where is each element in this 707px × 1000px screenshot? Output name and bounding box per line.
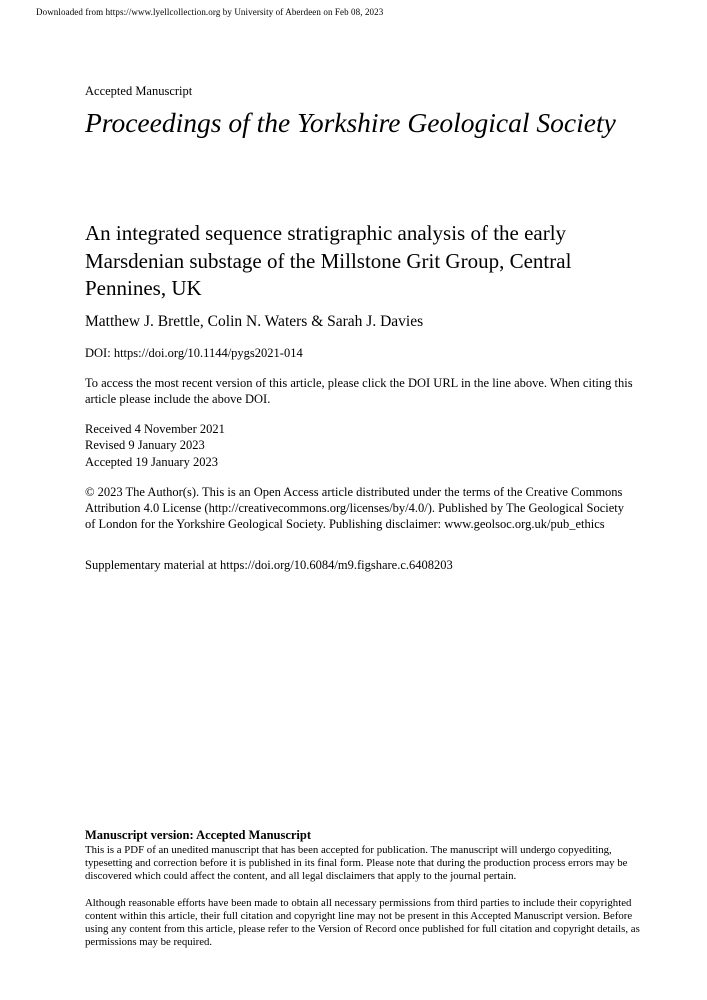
doi-line[interactable]: DOI: https://doi.org/10.1144/pygs2021-014 bbox=[85, 346, 303, 360]
journal-title: Proceedings of the Yorkshire Geological Society bbox=[85, 107, 616, 138]
license-statement: © 2023 The Author(s). This is an Open Access article distributed under the terms of the Creative Commons Attribution 4.0 License (http://creativecommons.org/licenses/by/4.0/). Published by The Geological Society of London for the Yorkshire Geological Society. Publishing disclaimer: www.geolsoc.org.uk/pub_ethics bbox=[85, 485, 625, 531]
history-accepted: Accepted 19 January 2023 bbox=[85, 454, 218, 469]
manuscript-version-heading: Manuscript version: Accepted Manuscript bbox=[85, 828, 312, 842]
download-provenance-banner: Downloaded from https://www.lyellcollection.org by University of Aberdeen on Feb 08, 2023 bbox=[36, 7, 384, 17]
manuscript-version-para1: This is a PDF of an unedited manuscript that has been accepted for publication. The manuscript will undergo copyediting, typesetting and correction before it is published in its final form. Please note that during the production process errors may be discovered which could affect the content, and all legal disclaimers that apply to the journal pertain. bbox=[85, 844, 628, 883]
history-received: Received 4 November 2021 bbox=[85, 422, 225, 436]
supplementary-material-note: Supplementary material at https://doi.org/10.6084/m9.figshare.c.6408203 bbox=[85, 558, 453, 572]
accepted-manuscript-label: Accepted Manuscript bbox=[85, 84, 193, 98]
author-list: Matthew J. Brettle, Colin N. Waters & Sarah J. Davies bbox=[85, 313, 424, 330]
revision-history bbox=[85, 421, 225, 470]
manuscript-version-para2: Although reasonable efforts have been made to obtain all necessary permissions from third parties to include their copyrighted content within this article, their full citation and copyright line may not be present in this Accepted Manuscript version. Before using any content from this article, please refer to the Version of Record once published for full citation and copyright details, as permissions may be required. bbox=[85, 896, 640, 949]
access-note: To access the most recent version of this article, please click the DOI URL in the line above. When citing this article please include the above DOI. bbox=[85, 376, 633, 406]
article-title: An integrated sequence stratigraphic analysis of the early Marsdenian substage of the Millstone Grit Group, Central Pennines, UK bbox=[85, 221, 572, 300]
manuscript-version-note bbox=[85, 828, 657, 949]
history-revised: Revised 9 January 2023 bbox=[85, 438, 205, 453]
